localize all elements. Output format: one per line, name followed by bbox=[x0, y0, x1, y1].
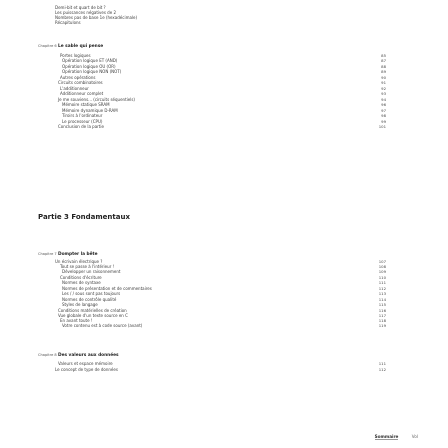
chapter-7-entry[interactable]: Les / / sous sont pas toujours bbox=[62, 291, 121, 296]
chapter-7-page-number: 117 bbox=[378, 313, 386, 318]
toc-top-entry[interactable]: Demi-bit et quart de bit ? bbox=[55, 5, 106, 10]
chapter-6-entry[interactable]: L'additionneur bbox=[60, 86, 89, 91]
chapter-6-page-number: 94 bbox=[381, 97, 386, 102]
chapter-7-entry[interactable]: Un écrivain électrique ? bbox=[55, 259, 103, 264]
chapter-6-page-number: 92 bbox=[381, 86, 386, 91]
chapter-7-title[interactable]: Dompter la bête bbox=[58, 252, 98, 257]
chapter-6-entry[interactable]: Opération logique OU (OR) bbox=[62, 64, 116, 69]
footer-vol-link[interactable]: Vol bbox=[411, 434, 418, 439]
part-3-title[interactable]: Partie 3 Fondamentaux bbox=[38, 213, 130, 221]
chapter-8-title[interactable]: Des valeurs aux données bbox=[58, 353, 119, 358]
chapter-6-page-number: 97 bbox=[381, 108, 386, 113]
chapter-6-page-number: 89 bbox=[381, 69, 386, 74]
chapter-6-page-number: 88 bbox=[381, 64, 386, 69]
chapter-6-entry[interactable]: Le processeur (CPU) bbox=[62, 119, 103, 124]
chapter-6-page-number: 91 bbox=[381, 80, 386, 85]
chapter-7-entry[interactable]: Conditions matérielles de création bbox=[58, 308, 127, 313]
chapter-6-page-number: 90 bbox=[381, 75, 386, 80]
chapter-8-entry[interactable]: Le concept de type de données bbox=[55, 367, 118, 372]
chapter-7-entry[interactable]: Styles de langage bbox=[62, 302, 98, 307]
chapter-7-entry[interactable]: Vue globale d'un texte source en C bbox=[58, 313, 128, 318]
chapter-7-page-number: 113 bbox=[378, 291, 386, 296]
chapter-6-entry[interactable]: Additionneur complet bbox=[60, 91, 104, 96]
chapter-6-entry[interactable]: Je me souviens... (circuits séquentiels) bbox=[58, 97, 135, 102]
chapter-7-page-number: 108 bbox=[378, 264, 386, 269]
chapter-7-page-number: 119 bbox=[378, 323, 386, 328]
chapter-8-page-number: 111 bbox=[378, 361, 386, 366]
chapter-7-entry[interactable]: Normes de contrôle qualité bbox=[62, 297, 117, 302]
chapter-8-entry[interactable]: Valeurs et espace mémoire bbox=[58, 361, 113, 366]
toc-top-entry[interactable]: Les puissances négatives de 2 bbox=[55, 10, 116, 15]
chapter-6-entry[interactable]: Autres opérations bbox=[60, 75, 96, 80]
footer-sommaire-link[interactable]: Sommaire bbox=[374, 434, 399, 439]
chapter-6-entry[interactable]: Mémoire statique SRAM bbox=[62, 102, 110, 107]
chapter-7-page-number: 118 bbox=[378, 318, 386, 323]
chapter-6-entry[interactable]: Tiroirs à l'ordinateur bbox=[62, 113, 103, 118]
chapter-8-label: Chapitre 8 bbox=[38, 353, 57, 357]
chapter-7-page-number: 116 bbox=[378, 308, 386, 313]
chapter-6-page-number: 87 bbox=[381, 58, 386, 63]
chapter-6-page-number: 85 bbox=[381, 53, 386, 58]
chapter-7-page-number: 107 bbox=[378, 259, 386, 264]
chapter-6-entry[interactable]: Opération logique NON (NOT) bbox=[62, 69, 122, 74]
chapter-6-page-number: 93 bbox=[381, 91, 386, 96]
chapter-7-entry[interactable]: Normes de syntaxe bbox=[62, 280, 101, 285]
chapter-6-title[interactable]: Le sable qui pense bbox=[58, 44, 104, 49]
chapter-6-page-number: 101 bbox=[378, 124, 386, 129]
chapter-7-page-number: 114 bbox=[378, 297, 386, 302]
chapter-6-entry[interactable]: Portes logiques bbox=[60, 53, 91, 58]
chapter-7-label: Chapitre 7 bbox=[38, 252, 57, 256]
chapter-7-entry[interactable]: Votre contenu est à code source (avant) bbox=[62, 323, 143, 328]
footer-nav bbox=[363, 434, 418, 439]
chapter-6-entry[interactable]: Circuits combinatoires bbox=[58, 80, 103, 85]
chapter-7-entry[interactable]: Normes de présentation et de commentaires bbox=[62, 286, 152, 291]
chapter-6-entry[interactable]: Conclusion de la partie bbox=[58, 124, 104, 129]
chapter-6-page-number: 96 bbox=[381, 102, 386, 107]
chapter-7-entry[interactable]: Développer un raisonnement bbox=[62, 269, 121, 274]
chapter-6-label: Chapitre 6 bbox=[38, 44, 57, 48]
chapter-7-entry[interactable]: En avant toute ! bbox=[60, 318, 93, 323]
chapter-8-page-number: 112 bbox=[378, 367, 386, 372]
chapter-7-page-number: 110 bbox=[378, 275, 386, 280]
chapter-7-entry[interactable]: Conditions d'écriture bbox=[60, 275, 102, 280]
toc-top-entry[interactable]: Récapitulons bbox=[55, 20, 81, 25]
chapter-6-entry[interactable]: Opération logique ET (AND) bbox=[62, 58, 118, 63]
chapter-7-page-number: 109 bbox=[378, 269, 386, 274]
chapter-6-page-number: 99 bbox=[381, 119, 386, 124]
chapter-6-page-number: 98 bbox=[381, 113, 386, 118]
chapter-6-entry[interactable]: Mémoire dynamique D-RAM bbox=[62, 108, 118, 113]
toc-top-entry[interactable]: Nombres pas de base 1e (hexadécimale) bbox=[55, 15, 138, 20]
chapter-7-entry[interactable]: Tout se passe à l'intérieur ! bbox=[60, 264, 115, 269]
chapter-7-page-number: 112 bbox=[378, 286, 386, 291]
chapter-7-page-number: 115 bbox=[378, 302, 386, 307]
chapter-7-page-number: 111 bbox=[378, 280, 386, 285]
